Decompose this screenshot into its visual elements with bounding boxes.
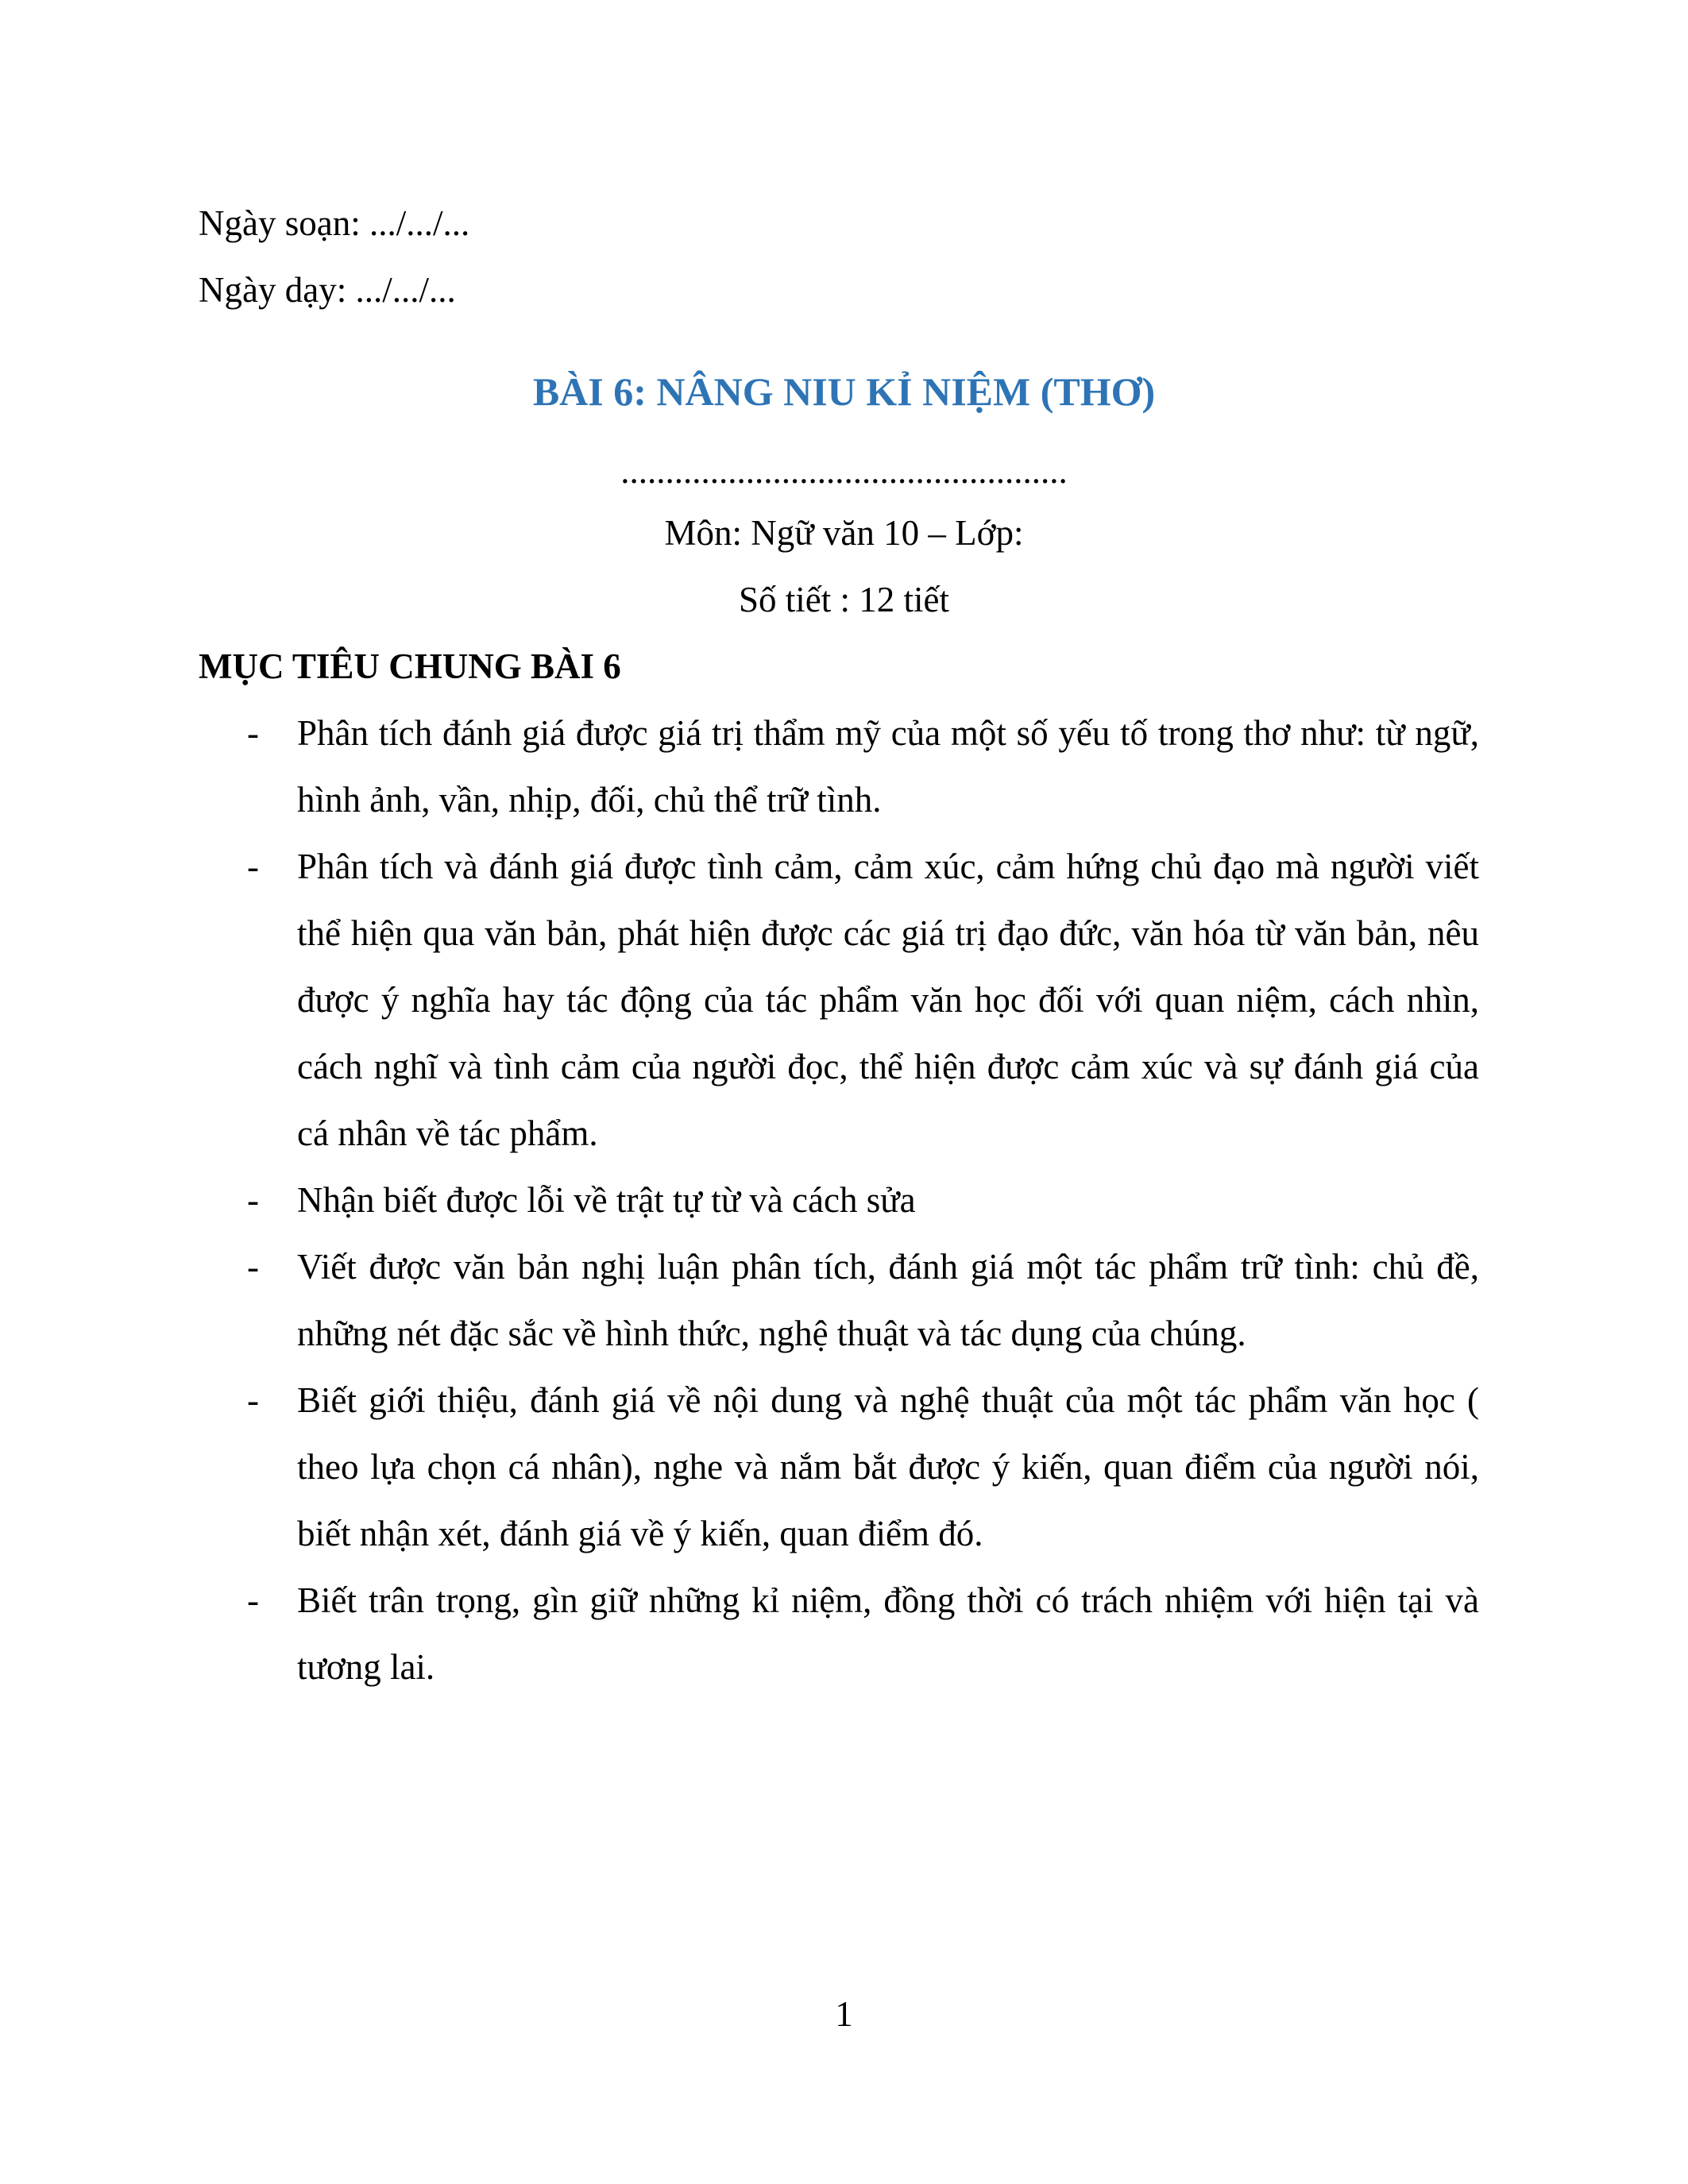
bullet-marker: - — [247, 1380, 259, 1420]
subject-line: Môn: Ngữ văn 10 – Lớp: — [664, 513, 1024, 553]
date-prepared: Ngày soạn: .../.../... — [199, 203, 470, 243]
periods-line: Số tiết : 12 tiết — [739, 580, 949, 619]
objective-text: Phân tích đánh giá được giá trị thẩm mỹ của một số yếu tố trong thơ như: từ ngữ, hình ảnh, vần, nhịp, đối, chủ thể trữ tình. — [297, 713, 1479, 820]
objective-text: Biết trân trọng, gìn giữ những kỉ niệm, đồng thời có trách nhiệm với hiện tại và tương lai. — [297, 1580, 1479, 1687]
objective-item — [0, 1567, 1688, 1700]
date-taught: Ngày dạy: .../.../... — [199, 270, 456, 310]
bullet-marker: - — [247, 1580, 259, 1620]
objective-text: Phân tích và đánh giá được tình cảm, cảm xúc, cảm hứng chủ đạo mà người viết thể hiện qua văn bản, phát hiện được các giá trị đạo đức, văn hóa từ văn bản, nêu được ý nghĩa hay tác động của tác phẩm văn học đối với quan niệm, cách nhìn, cách nghĩ và tình cảm của người đọc, thể hiện được cảm xúc và sự đánh giá của cá nhân về tác phẩm. — [297, 847, 1479, 1153]
objective-item — [0, 1367, 1688, 1567]
section-heading: MỤC TIÊU CHUNG BÀI 6 — [199, 646, 621, 686]
objective-item — [0, 700, 1688, 833]
bullet-marker: - — [247, 847, 259, 886]
lesson-title: BÀI 6: NÂNG NIU KỈ NIỆM (THƠ) — [532, 369, 1156, 414]
bullet-marker: - — [247, 713, 259, 753]
objective-text: Viết được văn bản nghị luận phân tích, đánh giá một tác phẩm trữ tình: chủ đề, những nét đặc sắc về hình thức, nghệ thuật và tác dụng của chúng. — [297, 1247, 1479, 1353]
objective-item — [0, 1167, 1688, 1233]
objectives-list — [0, 700, 1688, 1700]
objective-item — [0, 1233, 1688, 1367]
dotted-separator: .................................................. — [620, 451, 1068, 491]
page-number: 1 — [835, 1994, 853, 2034]
objective-text: Nhận biết được lỗi về trật tự từ và cách sửa — [297, 1180, 916, 1220]
bullet-marker: - — [247, 1180, 259, 1220]
objective-text: Biết giới thiệu, đánh giá về nội dung và nghệ thuật của một tác phẩm văn học ( theo lựa chọn cá nhân), nghe và nắm bắt được ý kiến, quan điểm của người nói, biết nhận xét, đánh giá về ý kiến, quan điểm đó. — [297, 1380, 1479, 1553]
objective-item — [0, 833, 1688, 1167]
bullet-marker: - — [247, 1247, 259, 1287]
